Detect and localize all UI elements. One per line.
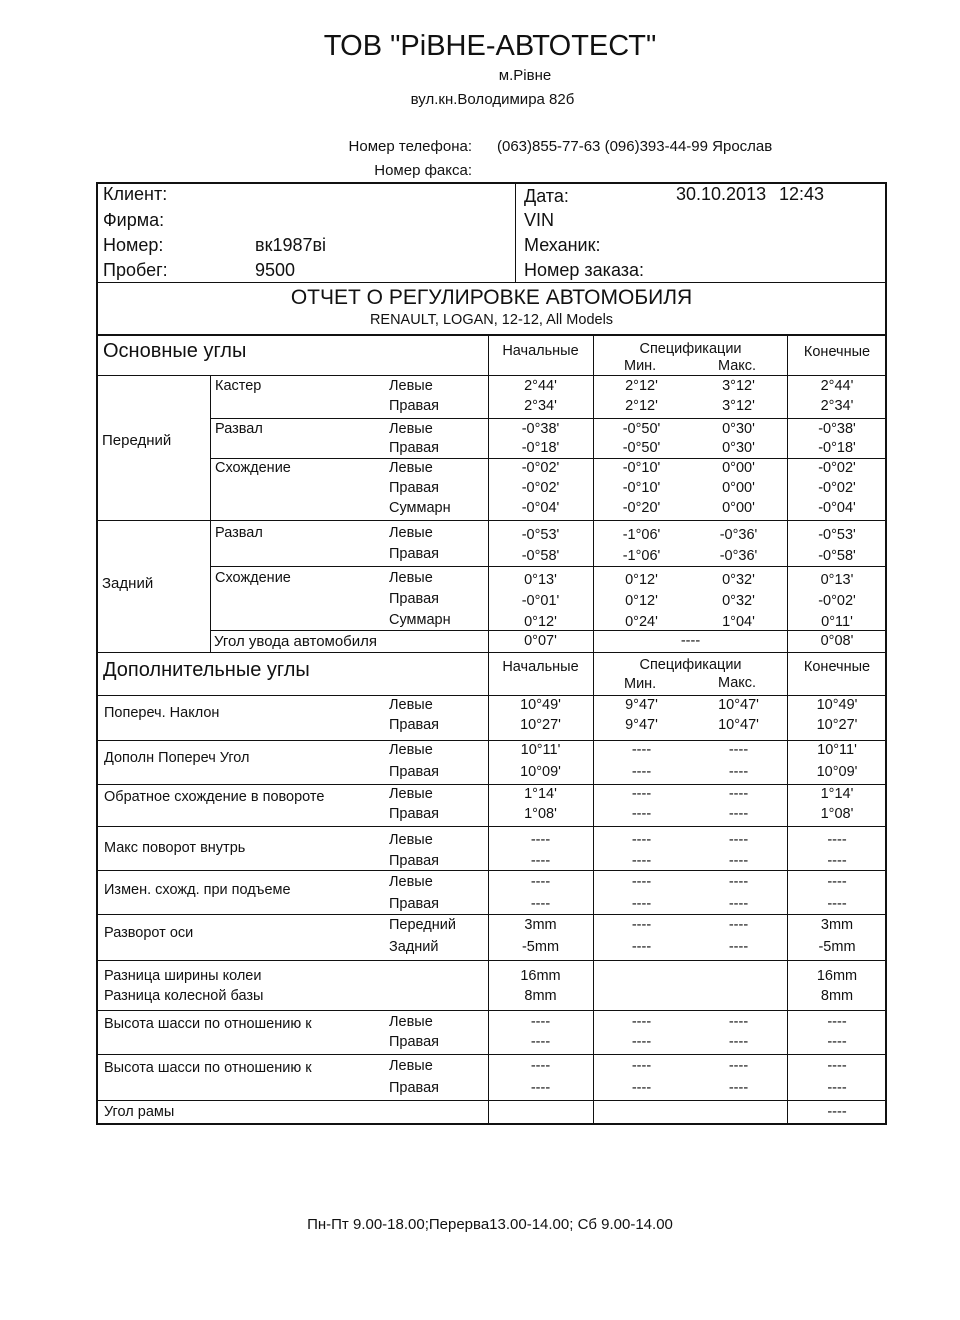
extra-final-value: 1°14': [820, 786, 854, 802]
thrust-separator: [210, 630, 886, 631]
extra-max-value: ----: [728, 1014, 749, 1030]
info-divider: [515, 183, 516, 282]
extra-row-separator: [97, 826, 886, 827]
main-initial-value: -0°04': [521, 500, 560, 516]
extra-row-separator: [97, 914, 886, 915]
main-side-label: Левые: [389, 421, 433, 437]
main-group-label: Кастер: [215, 378, 262, 394]
main-max-value: 3°12': [722, 378, 755, 394]
extra-side-label: Правая: [389, 806, 440, 822]
extra-row-label: Макс поворот внутрь: [104, 840, 246, 856]
main-final-value: -0°58': [818, 548, 856, 564]
main-group-label: Развал: [215, 421, 263, 437]
phone-value: (063)855-77-63 (096)393-44-99 Ярослав: [497, 138, 773, 155]
report-title: ОТЧЕТ О РЕГУЛИРОВКЕ АВТОМОБИЛЯ: [290, 286, 693, 309]
extra-initial-value: ----: [530, 874, 551, 890]
extra-max-value: ----: [728, 764, 749, 780]
caster-camber-separator: [210, 418, 886, 419]
extra-side-label: Левые: [389, 1014, 433, 1030]
extra-side-label: Правая: [389, 764, 440, 780]
extra-final-header: Конечные: [803, 659, 871, 675]
main-min-value: -0°50': [622, 440, 661, 456]
main-side-label: Правая: [389, 440, 440, 456]
main-min-value: 2°12': [625, 378, 658, 394]
extra-initial-value: 16mm: [520, 968, 561, 984]
extra-max-value: 10°47': [718, 697, 759, 713]
main-max-value: 0°00': [722, 480, 755, 496]
extra-max-value: ----: [728, 1080, 749, 1096]
extra-min-value: ----: [631, 853, 652, 869]
main-max-value: 3°12': [722, 398, 755, 414]
order-label: Номер заказа:: [524, 260, 645, 280]
extra-min-value: 9°47': [625, 697, 658, 713]
vin-label: VIN: [524, 210, 555, 230]
main-spec-header: Спецификации: [639, 341, 742, 357]
extra-final-value: 3mm: [820, 917, 854, 933]
front-rear-separator: [97, 520, 886, 521]
front-axle-label: Передний: [102, 432, 172, 449]
main-final-value: 2°44': [820, 378, 854, 394]
extra-side-label: Правая: [389, 1080, 440, 1096]
extra-final-value: ----: [827, 1058, 847, 1074]
main-group-label: Схождение: [215, 460, 291, 476]
vehicle-info: RENAULT, LOGAN, 12-12, All Models: [369, 312, 614, 328]
extra-initial-value: 8mm: [524, 988, 557, 1004]
thrust-angle-spec: ----: [680, 633, 701, 649]
extra-row-label: Разница ширины колеи: [104, 968, 262, 984]
extra-row-separator: [97, 740, 886, 741]
extra-initial-value: ----: [530, 1034, 551, 1050]
extra-final-value: ----: [827, 896, 847, 912]
extra-final-value: 10°27': [816, 717, 858, 733]
working-hours: Пн-Пт 9.00-18.00;Перерва13.00-14.00; Сб 9.00-14.00: [307, 1216, 673, 1233]
main-min-value: 2°12': [625, 398, 658, 414]
extra-initial-header: Начальные: [502, 659, 579, 675]
extra-min-value: ----: [631, 1014, 652, 1030]
extra-initial-value: ----: [530, 896, 551, 912]
extra-max-value: ----: [728, 806, 749, 822]
main-side-label: Суммарн: [389, 612, 451, 628]
extra-angles-title: Дополнительные углы: [103, 659, 310, 681]
main-side-label: Левые: [389, 570, 433, 586]
extra-final-value: ----: [827, 832, 847, 848]
extra-row-label: Измен. схожд. при подъеме: [104, 882, 291, 898]
main-final-value: -0°38': [818, 421, 856, 437]
extra-max-value: ----: [728, 917, 749, 933]
extra-min-value: ----: [631, 1080, 652, 1096]
title-line: [97, 334, 886, 336]
main-final-value: 2°34': [820, 398, 854, 414]
main-initial-value: -0°18': [521, 440, 560, 456]
extra-min-value: ----: [631, 764, 652, 780]
extra-final-value: 10°49': [816, 697, 858, 713]
extra-min-value: ----: [631, 786, 652, 802]
number-label: Номер:: [103, 235, 164, 255]
extra-row-label: Угол рамы: [104, 1104, 175, 1120]
extra-max-value: ----: [728, 853, 749, 869]
extra-row-label: Попереч. Наклон: [104, 705, 220, 721]
main-final-header: Конечные: [803, 344, 871, 360]
extra-side-label: Левые: [389, 1058, 433, 1074]
date-label: Дата:: [524, 186, 569, 206]
main-final-value: 0°11': [821, 614, 853, 630]
main-initial-value: 0°12': [524, 614, 557, 630]
extra-final-value: 1°08': [820, 806, 854, 822]
extra-initial-value: ----: [530, 853, 551, 869]
main-initial-value: -0°02': [521, 480, 560, 496]
main-final-value: 0°13': [820, 572, 854, 588]
extra-min-value: 9°47': [625, 717, 658, 733]
extra-min-value: ----: [631, 896, 652, 912]
extra-row-label: Высота шасси по отношению к: [104, 1060, 312, 1076]
main-initial-value: 0°13': [524, 572, 557, 588]
main-max-value: 0°32': [722, 572, 755, 588]
extra-row-label: Дополн Попереч Угол: [104, 750, 250, 766]
extra-max-header: Макс.: [718, 675, 757, 691]
extra-max-value: 10°47': [718, 717, 759, 733]
extra-side-label: Задний: [389, 939, 439, 955]
extra-min-value: ----: [631, 742, 652, 758]
info-bottom-line: [97, 282, 886, 283]
extra-max-value: ----: [728, 742, 749, 758]
extra-max-value: ----: [728, 874, 749, 890]
main-max-value: 0°32': [722, 593, 755, 609]
extra-initial-value: -5mm: [521, 939, 560, 955]
main-min-value: -0°50': [622, 421, 661, 437]
main-header-line: [97, 375, 886, 376]
extra-initial-value: ----: [530, 1058, 551, 1074]
main-min-value: -0°10': [622, 460, 661, 476]
main-min-value: -0°20': [622, 500, 661, 516]
fax-label: Номер факса:: [374, 162, 472, 179]
main-side-label: Левые: [389, 460, 433, 476]
main-initial-value: 2°44': [524, 378, 557, 394]
main-initial-value: -0°02': [521, 460, 560, 476]
main-side-label: Правая: [389, 546, 440, 562]
number-value: вк1987ві: [255, 235, 327, 255]
main-initial-value: 2°34': [524, 398, 557, 414]
extra-initial-value: 1°08': [524, 806, 557, 822]
extra-side-label: Левые: [389, 697, 433, 713]
client-label: Клиент:: [103, 184, 168, 204]
extra-row-separator: [97, 1100, 886, 1101]
main-max-value: 0°30': [722, 440, 755, 456]
extra-initial-value: 10°11': [520, 742, 561, 758]
extra-side-label: Левые: [389, 832, 433, 848]
main-min-value: -1°06': [622, 548, 661, 564]
time-value: 12:43: [779, 184, 825, 204]
extra-side-label: Передний: [389, 917, 456, 933]
extra-min-value: ----: [631, 917, 652, 933]
main-max-value: -0°36': [719, 527, 758, 543]
extra-initial-value: ----: [530, 1080, 551, 1096]
main-final-value: -0°02': [818, 480, 856, 496]
firm-label: Фирма:: [103, 210, 165, 230]
rear-camber-toe-separator: [210, 566, 886, 567]
main-max-value: 0°00': [722, 460, 755, 476]
main-min-value: 0°12': [625, 593, 658, 609]
extra-side-label: Правая: [389, 853, 440, 869]
extra-min-value: ----: [631, 1058, 652, 1074]
extra-final-value: ----: [827, 1080, 847, 1096]
date-value: 30.10.2013: [676, 184, 767, 204]
thrust-angle-final: 0°08': [820, 633, 854, 649]
main-final-value: -0°18': [818, 440, 856, 456]
main-max-header: Макс.: [718, 358, 757, 374]
thrust-angle-label: Угол увода автомобиля: [214, 633, 378, 650]
extra-max-value: ----: [728, 939, 749, 955]
extra-final-value: 10°09': [816, 764, 858, 780]
extra-row-label: Разница колесной базы: [104, 988, 264, 1004]
extra-spec-header: Спецификации: [639, 657, 742, 673]
extra-final-value: ----: [827, 853, 847, 869]
main-min-value: -0°10': [622, 480, 661, 496]
main-side-label: Левые: [389, 378, 433, 394]
extra-side-label: Левые: [389, 874, 433, 890]
extra-side-label: Правая: [389, 717, 440, 733]
main-side-label: Правая: [389, 480, 440, 496]
main-bottom-line: [97, 652, 886, 653]
main-max-value: 1°04': [722, 614, 755, 630]
extra-max-value: ----: [728, 1058, 749, 1074]
camber-toe-separator: [210, 458, 886, 459]
main-group-label: Схождение: [215, 570, 291, 586]
extra-side-label: Правая: [389, 1034, 440, 1050]
rear-axle-label: Задний: [102, 575, 154, 592]
mileage-value: 9500: [255, 260, 296, 280]
extra-min-value: ----: [631, 939, 652, 955]
extra-min-value: ----: [631, 806, 652, 822]
extra-min-value: ----: [631, 1034, 652, 1050]
extra-min-value: ----: [631, 874, 652, 890]
extra-row-separator: [97, 870, 886, 871]
phone-label: Номер телефона:: [348, 138, 472, 155]
main-initial-value: -0°38': [521, 421, 560, 437]
extra-final-value: ----: [827, 874, 847, 890]
extra-initial-value: ----: [530, 1014, 551, 1030]
extra-row-separator: [97, 1054, 886, 1055]
extra-header-line: [97, 695, 886, 696]
extra-row-separator: [97, 1010, 886, 1011]
extra-initial-value: 1°14': [524, 786, 557, 802]
extra-final-value: 10°11': [817, 742, 857, 758]
main-col-group: [210, 375, 211, 652]
extra-final-value: ----: [827, 1034, 847, 1050]
main-initial-value: -0°01': [521, 593, 560, 609]
extra-max-value: ----: [728, 786, 749, 802]
main-final-value: -0°02': [818, 460, 856, 476]
extra-row-label: Высота шасси по отношению к: [104, 1016, 312, 1032]
main-side-label: Правая: [389, 591, 440, 607]
extra-final-value: 8mm: [820, 988, 854, 1004]
extra-initial-value: 10°09': [520, 764, 561, 780]
extra-row-separator: [97, 960, 886, 961]
extra-row-label: Обратное схождение в повороте: [104, 789, 325, 805]
mileage-label: Пробег:: [103, 260, 168, 280]
main-side-label: Суммарн: [389, 500, 451, 516]
extra-final-value: 16mm: [816, 968, 858, 984]
extra-side-label: Левые: [389, 742, 433, 758]
company-street: вул.кн.Володимира 82б: [410, 91, 575, 108]
thrust-angle-initial: 0°07': [524, 633, 557, 649]
main-final-value: -0°04': [818, 500, 856, 516]
main-initial-value: -0°53': [521, 527, 560, 543]
extra-side-label: Левые: [389, 786, 433, 802]
main-angles-title: Основные углы: [103, 340, 247, 362]
mechanic-label: Механик:: [524, 235, 601, 255]
main-initial-header: Начальные: [502, 343, 579, 359]
extra-final-value: -5mm: [818, 939, 856, 955]
extra-initial-value: 10°27': [520, 717, 561, 733]
extra-final-value: ----: [827, 1014, 847, 1030]
extra-max-value: ----: [728, 896, 749, 912]
extra-min-value: ----: [631, 832, 652, 848]
extra-initial-value: ----: [530, 832, 551, 848]
main-side-label: Левые: [389, 525, 433, 541]
extra-final-value: ----: [827, 1104, 847, 1120]
company-name: ТОВ "РіВНЕ-АВТОТЕСТ": [323, 30, 657, 62]
main-initial-value: -0°58': [521, 548, 560, 564]
main-min-value: 0°24': [625, 614, 658, 630]
main-max-value: 0°00': [722, 500, 755, 516]
main-side-label: Правая: [389, 398, 440, 414]
main-group-label: Развал: [215, 525, 263, 541]
extra-row-label: Разворот оси: [104, 925, 194, 941]
main-min-value: 0°12': [625, 572, 658, 588]
extra-side-label: Правая: [389, 896, 440, 912]
main-max-value: 0°30': [722, 421, 755, 437]
company-city: м.Рівне: [498, 67, 552, 84]
extra-initial-value: 3mm: [524, 917, 557, 933]
main-max-value: -0°36': [719, 548, 758, 564]
extra-row-separator: [97, 784, 886, 785]
main-min-value: -1°06': [622, 527, 661, 543]
main-min-header: Мин.: [624, 358, 657, 374]
extra-max-value: ----: [728, 832, 749, 848]
main-final-value: -0°53': [818, 527, 856, 543]
extra-initial-value: 10°49': [520, 697, 561, 713]
extra-max-value: ----: [728, 1034, 749, 1050]
main-final-value: -0°02': [818, 593, 856, 609]
extra-min-header: Мин.: [624, 676, 657, 692]
